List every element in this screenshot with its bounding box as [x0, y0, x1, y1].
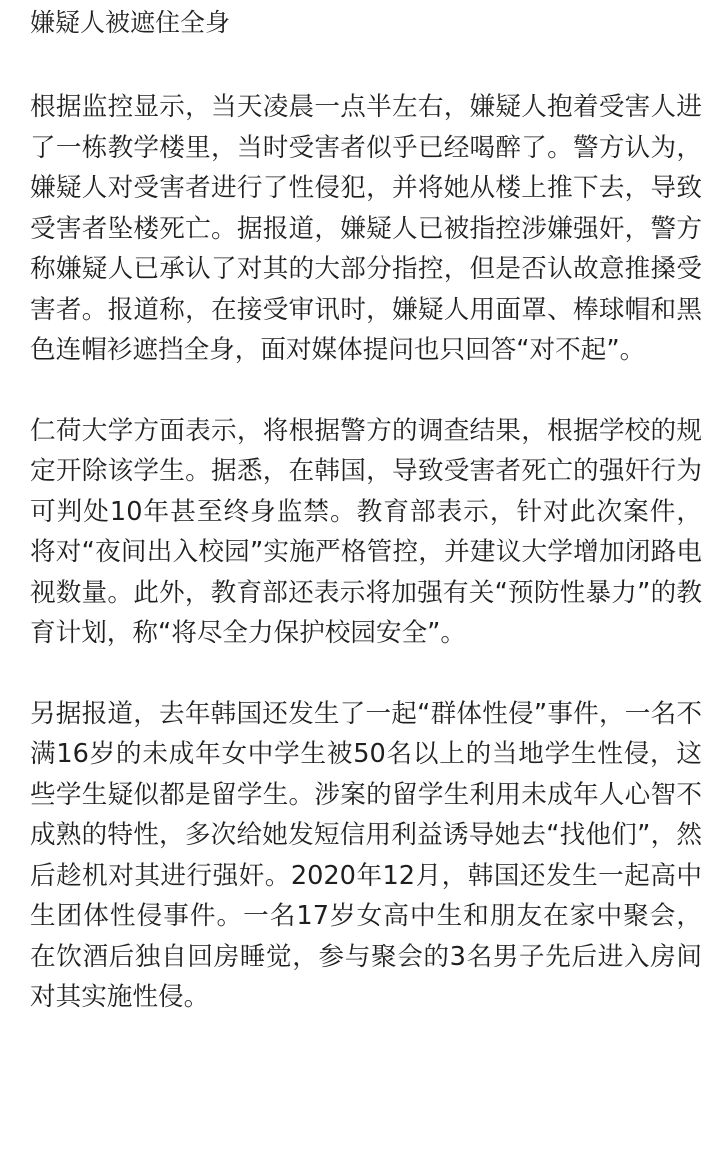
- paragraph-3: 另据报道，去年韩国还发生了一起“群体性侵”事件，一名不满16岁的未成年女中学生被50名以上的当地学生性侵，这些学生疑似都是留学生。涉案的留学生利用未成年人心智不成熟的特性，多次给她发短信用利益诱导她去“找他们”，然后趁机对其进行强奸。2020年12月，韩国还发生一起高中生团体性侵事件。一名17岁女高中生和朋友在家中聚会，在饮酒后独自回房睡觉，参与聚会的3名男子先后进入房间对其实施性侵。: [30, 698, 702, 1012]
- paragraph-1: 根据监控显示，当天凌晨一点半左右，嫌疑人抱着受害人进了一栋教学楼里，当时受害者似乎已经喝醉了。警方认为，嫌疑人对受害者进行了性侵犯，并将她从楼上推下去，导致受害者坠楼死亡。据报道，嫌疑人已被指控涉嫌强奸，警方称嫌疑人已承认了对其的大部分指控，但是否认故意推搡受害者。报道称，在接受审讯时，嫌疑人用面罩、棒球帽和黑色连帽衫遮挡全身，面对媒体提问也只回答“对不起”。: [30, 92, 702, 365]
- article-body: [30, 0, 702, 1018]
- paragraph-2: 仁荷大学方面表示，将根据警方的调查结果，根据学校的规定开除该学生。据悉，在韩国，导致受害者死亡的强奸行为可判处10年甚至终身监禁。教育部表示，针对此次案件，将对“夜间出入校园”实施严格管控，并建议大学增加闭路电视数量。此外，教育部还表示将加强有关“预防性暴力”的教育计划，称“将尽全力保护校园安全”。: [30, 415, 702, 648]
- image-caption: 嫌疑人被遮住全身: [30, 8, 231, 37]
